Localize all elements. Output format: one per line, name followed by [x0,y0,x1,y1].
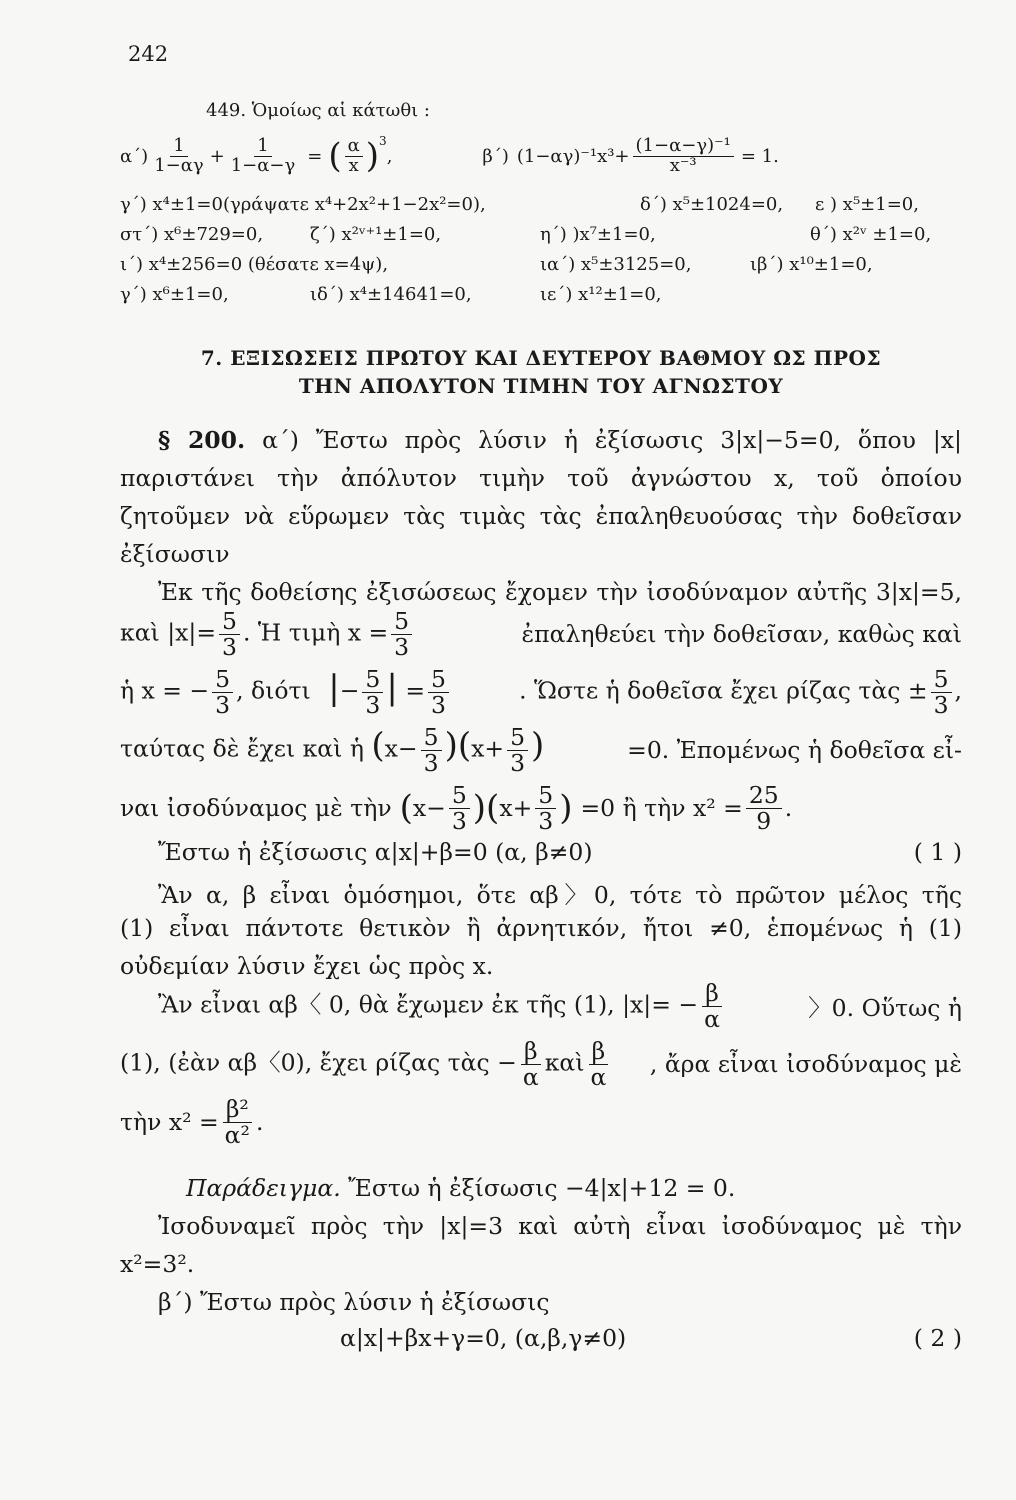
label-a: α΄) [120,145,149,167]
paragraph-2-line2: καὶ |x|= $\frac{5}{3}$ . Ἡ τιμὴ x = $\frac{5}{3}$ ἐπαληθεύει τὴν δοθεῖσαν, καθὼς καὶ [120,606,962,661]
paragraph-200-line1: § 200. α΄) Ἔστω πρὸς λύσιν ἡ ἐξίσωσις 3|x|−5=0, ὅπου |x| [158,426,962,454]
section-heading-line2: ΤΗΝ ΑΠΟΛΥΤΟΝ ΤΙΜΗΝ ΤΟΥ ΑΓΝΩΣΤΟΥ [298,374,784,398]
paragraph-3-line1: Ἔστω ἡ ἐξίσωσις α|x|+β=0 (α, β≠0) ( 1 ) [158,838,962,866]
paragraph-2-line5: ναι ἰσοδύναμος μὲ τὴν ( x− $\frac{5}{3}$ )( x+ $\frac{5}{3}$ ) =0 ἢ τὴν x² = $\frac{25}{9}$ . [120,780,793,835]
paragraph-5-line2: x²=3². [120,1250,195,1278]
example-label: Παράδειγμα. [186,1174,341,1202]
exercise-intro: 449. Ὁμοίως αἱ κάτωθι : [206,100,430,121]
exercise-row-1: γ΄) x⁴±1=0(γράψατε x⁴+2x²+1−2x²=0), δ΄) x⁵±1024=0, ε ) x⁵±1=0, [120,194,919,215]
paragraph-200-line3: ζητοῦμεν νὰ εὕρωμεν τὰς τιμὰς τὰς ἐπαληθευούσας τὴν δοθεῖσαν [120,502,962,530]
label-b: β΄) [482,145,509,167]
equation-number-1: ( 1 ) [913,838,962,866]
paragraph-200-line2: παριστάνει τὴν ἀπόλυτον τιμὴν τοῦ ἀγνώστου x, τοῦ ὁποίου [120,464,962,492]
paragraph-5-line1: Ἰσοδυναμεῖ πρὸς τὴν |x|=3 καὶ αὐτὴ εἶναι ἰσοδύναμος μὲ τὴν [158,1212,962,1240]
exercise-row-4: γ΄) x⁶±1=0, ιδ΄) x⁴±14641=0, ιε΄) x¹²±1=0, [120,284,662,305]
paragraph-3-line4: οὐδεμίαν λύσιν ἔχει ὡς πρὸς x. [120,952,494,980]
paragraph-4-line2: (1), (ἐὰν αβ〈0), ἔχει ρίζας τὰς − $\frac{\beta}{\alpha}$ καὶ $\frac{\beta}{\alpha}$ , ἄρα εἶναι ἰσοδύναμος μὲ [120,1036,962,1091]
paragraph-4-line1: Ἂν εἶναι αβ〈 0, θὰ ἔχωμεν ἐκ τῆς (1), |x|= − $\frac{\beta}{\alpha}$ 〉0. Οὕτως ἡ [158,978,962,1033]
paragraph-4-line3: τὴν x² = $\frac{\text{β²}}{\text{α²}}$ . [120,1094,264,1149]
exercise-row-2: στ΄) x⁶±729=0, ζ΄) x²ᵛ⁺¹±1=0, η΄) )x⁷±1=0, θ΄) x²ᵛ ±1=0, [120,224,932,245]
exercise-line-a-b: α΄) $\frac{1}{1-\alpha\gamma}$ + $\frac{1}{1-\alpha-\gamma}$ = ( $\frac{\alpha}{x}$ ) $^3$ , β΄) (1−αγ)⁻¹x³+ $\frac{\text{(1−α−γ)⁻¹}}{\text{x⁻³}}$ = 1. [120,134,779,176]
paragraph-2-line3: ἡ x = − $\frac{5}{3}$ , διότι |− $\frac{5}{3}$ | = $\frac{5}{3}$ . Ὥστε ἡ δοθεῖσα ἔχει ρίζας τὰς ± $\frac{5}{3}$ , [120,664,962,719]
fraction: $\frac{1}{1-\alpha\gamma}$ [154,134,204,176]
paragraph-2-line1: Ἐκ τῆς δοθείσης ἐξισώσεως ἔχομεν τὴν ἰσοδύναμον αὐτῆς 3|x|=5, [158,578,962,606]
fraction: $\frac{\alpha}{x}$ [345,137,363,176]
section-heading-line1: 7. ΕΞΙΣΩΣΕΙΣ ΠΡΩΤΟΥ ΚΑΙ ΔΕΥΤΕΡΟΥ ΒΑΘΜΟΥ ΩΣ ΠΡΟΣ [200,346,882,370]
example-line: Παράδειγμα. Ἔστω ἡ ἐξίσωσις −4|x|+12 = 0. [186,1174,736,1202]
fraction: $\frac{\text{(1−α−γ)⁻¹}}{\text{x⁻³}}$ [633,137,734,176]
exercise-row-3: ι΄) x⁴±256=0 (θέσατε x=4ψ), ια΄) x⁵±3125=0, ιβ΄) x¹⁰±1=0, [120,254,873,275]
equation-number-2: ( 2 ) [913,1324,962,1352]
paragraph-6-line2: α|x|+βx+γ=0, (α,β,γ≠0) ( 2 ) [340,1324,962,1352]
fraction: $\frac{1}{1-\alpha-\gamma}$ [230,134,296,176]
paragraph-3-line2: Ἂν α, β εἶναι ὁμόσημοι, ὅτε αβ〉0, τότε τὸ πρῶτον μέλος τῆς [158,881,962,909]
page-number: 242 [128,42,169,66]
paragraph-2-line4: ταύτας δὲ ἔχει καὶ ἡ (x− $\frac{5}{3}$ )(x+ $\frac{5}{3}$ ) =0. Ἐπομένως ἡ δοθεῖσα εἶ- [120,722,962,777]
paragraph-200-line4: ἐξίσωσιν [120,540,230,568]
paragraph-3-line3: (1) εἶναι πάντοτε θετικὸν ἢ ἀρνητικόν, ἤτοι ≠0, ἑπομένως ἡ (1) [120,914,962,942]
paragraph-6-line1: β΄) Ἔστω πρὸς λύσιν ἡ ἐξίσωσις [158,1288,550,1316]
